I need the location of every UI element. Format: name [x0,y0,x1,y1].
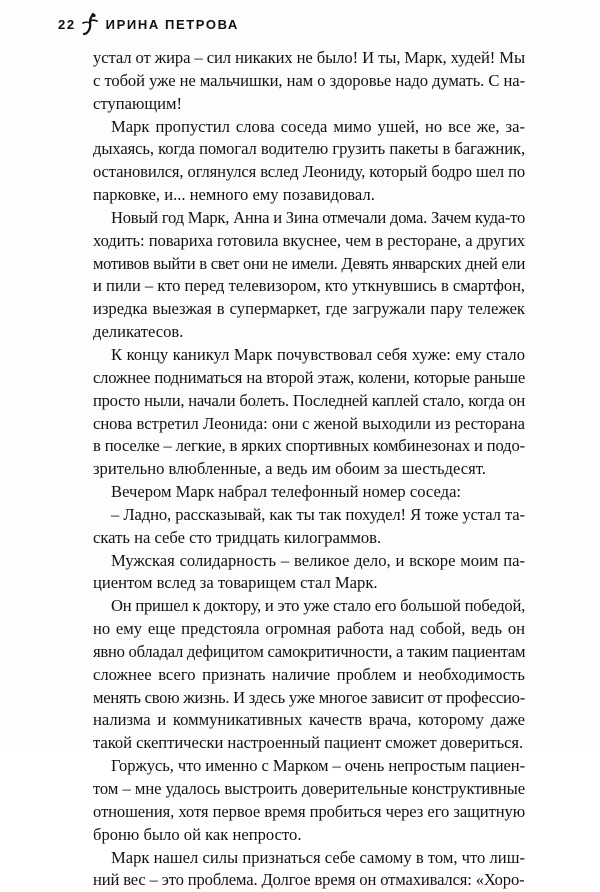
paragraph [93,47,525,116]
text-line: устал от жира – сил никаких не было! И ты, Марк, худей! Мы [93,48,525,67]
text-line: явно обладал дефицитом самокритичности, а таким пациентам [93,641,526,661]
text-line: дыхаясь, когда помогал водителю грузить пакеты в багажник, [93,139,525,159]
text-line: сложнее всего признать наличие проблем и необходимость [93,664,525,684]
page-number: 22 [58,16,76,32]
paragraph [93,207,525,344]
text-line: Горжусь, что именно с Марком – очень непростым пациен- [111,756,525,776]
text-line: Марк нашел силы признаться себе самому в том, что лиш- [111,847,525,867]
paragraph [93,481,525,504]
text-line: снова встретил Леонида: они с женой выходили из ресторана [93,413,525,433]
text-line: нализма и коммуникативных качеств врача, которому даже [93,710,525,730]
text-line: циентом вслед за товарищем стал Марк. [93,573,378,593]
paragraph [93,550,525,596]
text-line: Новый год Марк, Анна и Зина отмечали дома. Зачем куда-то [111,207,525,227]
text-line: сложнее подниматься на второй этаж, колени, которые раньше [93,367,525,387]
text-line: Марк пропустил слова соседа мимо ушей, но все же, за- [111,116,525,136]
text-line: и пили – кто перед телевизором, кто уткнувшись в смартфон, [93,276,525,296]
text-line: мотивов выйти в свет они не имели. Девять январских дней ели [93,253,525,273]
text-line: – Ладно, рассказывай, как ты так похудел! Я тоже устал та- [111,504,525,524]
paragraph [93,504,525,550]
paragraph [93,755,525,846]
text-line: Мужская солидарность – великое дело, и вскоре моим па- [111,550,525,570]
paragraph [93,344,525,481]
author-name: ИРИНА ПЕТРОВА [105,16,239,32]
text-line: Вечером Марк набрал телефонный номер соседа: [111,482,462,502]
text-line: том – мне удалось выстроить доверительные конструктивные [93,779,525,798]
text-line: но ему еще предстояла огромная работа над собой, ведь он [93,619,525,639]
figure-logo-icon [82,13,98,35]
text-line: в поселке – легкие, в ярких спортивных комбинезонах и подо- [93,436,525,456]
text-line: парковке, и... немного ему позавидовал. [93,185,375,205]
text-line: такой скептически настроенный пациент сможет довериться. [93,733,524,753]
text-line: менять свою жизнь. И здесь уже многое зависит от профессио- [93,687,525,707]
text-line: ний вес – это проблема. Долгое время он отмахивался: «Хоро- [93,870,525,890]
text-line: ходить: повариха готовила вкуснее, чем в ресторане, а других [93,230,525,250]
text-line: изредка выезжая в супермаркет, где загружали пару тележек [93,299,525,319]
text-line: деликатесов. [93,322,184,342]
text-line: ступающим! [93,93,183,113]
text-line: просто ныли, начали болеть. Последней каплей стало, когда он [93,390,525,410]
paragraph [93,595,525,755]
running-header [58,12,239,36]
text-line: остановился, оглянулся вслед Леониду, который бодро шел по [93,162,525,182]
text-line: К концу каникул Марк почувствовал себя хуже: ему стало [111,344,525,364]
body-text [93,47,525,892]
text-line: зрительно влюбленные, а ведь им обоим за шестьдесят. [93,459,486,479]
text-line: отношения, хотя первое время пробиться через его защитную [93,801,525,821]
text-line: Он пришел к доктору, и это уже стало его большой победой, [111,596,525,616]
text-line: броню было ой как непросто. [93,824,302,844]
paragraph [93,847,525,892]
text-line: с тобой уже не мальчишки, нам о здоровье надо думать. С на- [93,70,525,90]
paragraph [93,116,525,207]
text-line: скать на себе сто тридцать килограммов. [93,527,382,547]
